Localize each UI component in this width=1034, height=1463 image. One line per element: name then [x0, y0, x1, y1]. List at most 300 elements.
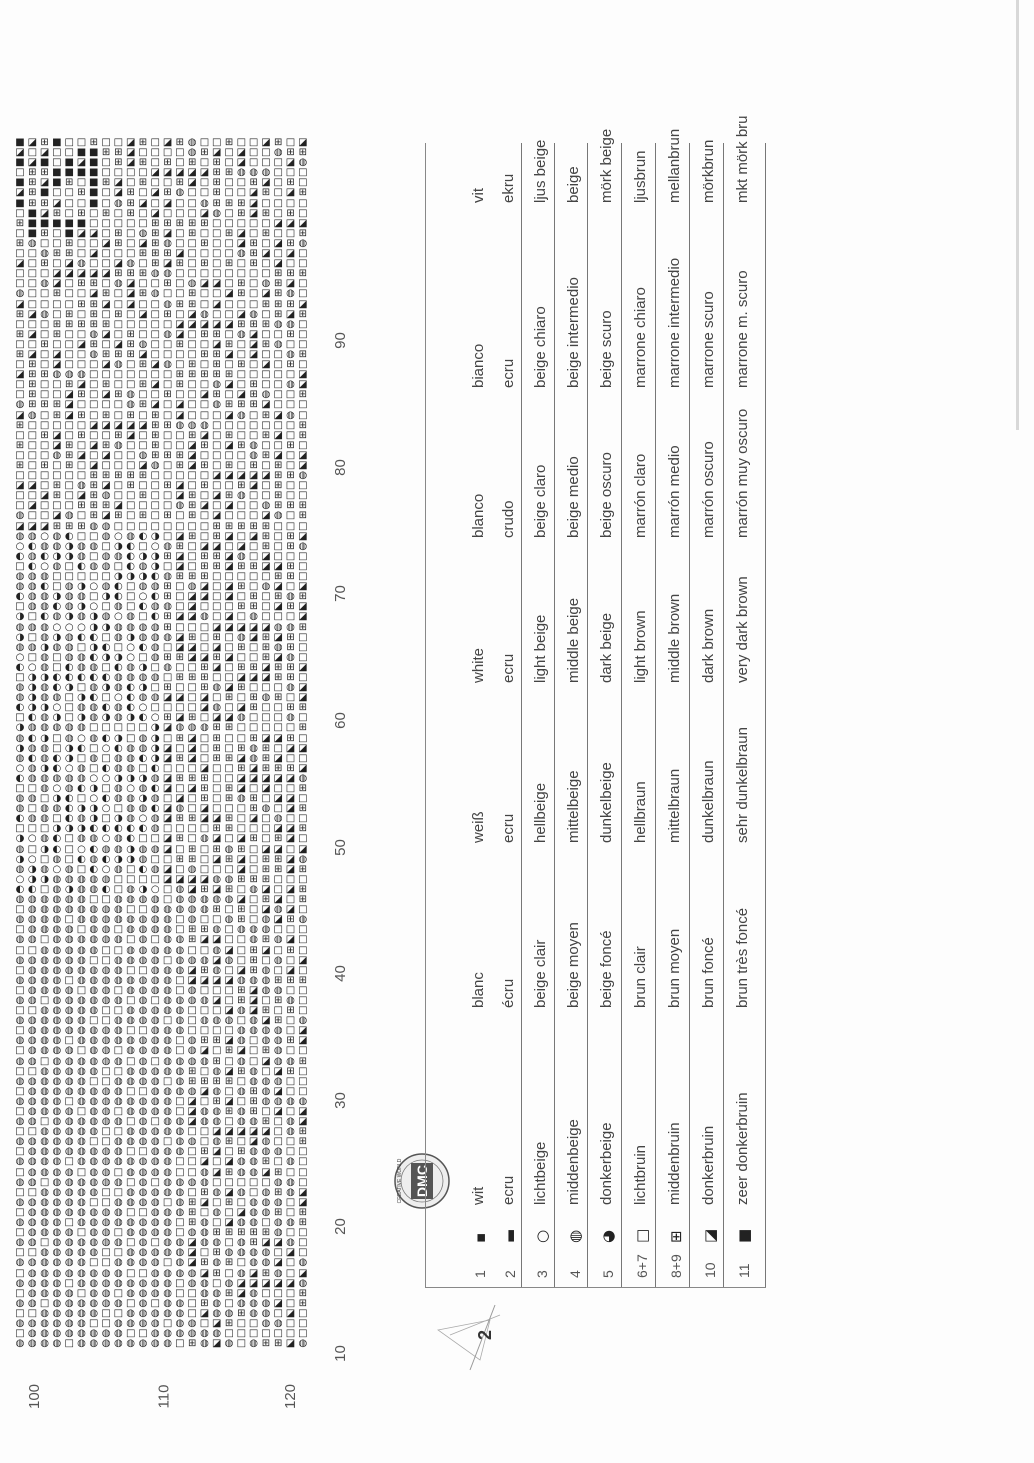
stitch-cell: ◍ [40, 1318, 49, 1329]
stitch-cell: □ [224, 804, 234, 815]
stitch-cell: ◐ [138, 824, 148, 835]
legend-de-label: sehr dunkelbraun [734, 727, 751, 843]
stitch-cell: ⊞ [163, 279, 172, 290]
stitch-cell: □ [236, 461, 247, 471]
stitch-cell: □ [39, 450, 50, 461]
stitch-cell: ◍ [64, 1056, 74, 1067]
stitch-cell: ◍ [150, 1137, 160, 1148]
stitch-cell: ◪ [236, 1278, 247, 1289]
stitch-cell: ◍ [27, 1177, 37, 1188]
stitch-cell: ◍ [126, 1228, 136, 1239]
stitch-cell: □ [27, 269, 38, 280]
stitch-cell: □ [113, 1308, 124, 1319]
stitch-cell: ⊞ [249, 804, 258, 815]
stitch-cell: □ [101, 188, 111, 199]
stitch-cell: □ [15, 1207, 25, 1218]
stitch-cell: □ [285, 1329, 296, 1340]
stitch-cell: □ [285, 370, 296, 381]
stitch-cell: ◍ [273, 511, 283, 522]
stitch-cell: □ [162, 370, 173, 381]
stitch-cell: □ [261, 218, 271, 229]
stitch-cell: ◍ [163, 269, 172, 280]
stitch-cell: □ [76, 683, 87, 694]
legend-en-label: light beige [532, 614, 549, 683]
stitch-cell: ○ [52, 703, 62, 714]
stitch-cell: ◪ [261, 551, 271, 562]
stitch-cell: □ [199, 602, 210, 613]
stitch-cell: ◍ [64, 632, 74, 643]
stitch-cell: ⊞ [77, 501, 86, 512]
stitch-cell: ◪ [187, 1096, 197, 1107]
stitch-cell: ⊞ [274, 501, 283, 512]
stitch-cell: □ [187, 1147, 197, 1158]
stitch-cell: □ [150, 491, 160, 502]
stitch-cell: ◍ [212, 1016, 222, 1027]
stitch-cell: □ [236, 531, 247, 542]
stitch-cell: □ [236, 945, 247, 956]
stitch-cell: ◍ [249, 1167, 258, 1178]
stitch-cell: □ [175, 208, 185, 219]
stitch-cell: ◍ [150, 965, 160, 976]
stitch-cell: ◍ [286, 1117, 295, 1128]
stitch-cell: □ [125, 905, 136, 916]
stitch-cell: □ [113, 723, 124, 734]
stitch-cell: ◍ [52, 955, 62, 966]
stitch-cell: ⊞ [237, 208, 246, 219]
stitch-cell: ◪ [162, 259, 173, 270]
stitch-cell: ◍ [89, 1036, 99, 1047]
stitch-cell: ◑ [150, 723, 160, 734]
stitch-cell: ◍ [200, 995, 209, 1006]
stitch-cell: □ [187, 249, 197, 260]
stitch-cell: ◍ [77, 874, 86, 885]
stitch-cell: ⊞ [138, 289, 148, 300]
stitch-cell: ◪ [236, 895, 247, 906]
stitch-cell: ◪ [298, 683, 308, 694]
stitch-cell: ◍ [249, 935, 258, 946]
stitch-cell: □ [175, 440, 185, 451]
stitch-cell: ◍ [77, 955, 86, 966]
stitch-cell: □ [15, 602, 25, 613]
stitch-cell: □ [298, 652, 308, 663]
stitch-cell: ◪ [15, 481, 25, 492]
stitch-cell: □ [39, 299, 50, 310]
stitch-cell: ⊞ [200, 784, 209, 794]
stitch-cell: □ [162, 289, 173, 300]
stitch-cell: ◪ [15, 410, 25, 421]
stitch-cell: ◍ [77, 1197, 86, 1208]
stitch-cell: ⊞ [298, 148, 308, 159]
stitch-cell: ◪ [199, 430, 210, 441]
stitch-cell: ⊞ [249, 380, 258, 391]
stitch-cell: ◐ [126, 834, 136, 845]
stitch-cell: ◍ [89, 1066, 99, 1077]
stitch-cell: ◍ [138, 995, 148, 1006]
stitch-cell: □ [138, 410, 148, 421]
stitch-cell: ⊞ [212, 561, 221, 572]
stitch-cell: □ [298, 753, 308, 764]
legend-symbol: ⊞ [667, 1230, 685, 1243]
stitch-cell: ◍ [114, 1157, 123, 1168]
stitch-cell: ◪ [89, 461, 99, 471]
stitch-cell: ⊞ [286, 662, 295, 673]
stitch-cell: ◪ [248, 339, 259, 350]
stitch-cell: □ [89, 572, 99, 583]
stitch-cell: ⊞ [126, 188, 135, 199]
stitch-cell: ◑ [77, 602, 86, 613]
stitch-cell: ◪ [76, 450, 87, 461]
stitch-cell: ◪ [125, 148, 136, 159]
stitch-cell: □ [27, 299, 38, 310]
stitch-cell: ◪ [138, 198, 148, 209]
stitch-cell: □ [125, 501, 136, 512]
stitch-cell: ⊞ [237, 642, 246, 653]
stitch-cell: ◪ [298, 299, 308, 310]
stitch-cell: ◍ [236, 168, 246, 179]
stitch-cell: ◍ [150, 1026, 160, 1037]
stitch-cell: ◍ [187, 279, 197, 290]
stitch-cell: □ [175, 784, 185, 794]
stitch-cell: □ [261, 491, 271, 502]
stitch-cell: ◍ [187, 138, 197, 148]
stitch-cell: ◍ [126, 612, 136, 623]
stitch-cell: □ [113, 329, 124, 340]
stitch-cell: ◍ [52, 1288, 62, 1299]
stitch-cell: ◐ [114, 743, 123, 754]
stitch-cell: □ [101, 1076, 111, 1087]
legend-divider [765, 143, 766, 1287]
stitch-cell: ◍ [187, 1318, 197, 1329]
stitch-cell: □ [162, 703, 173, 714]
stitch-cell: ◍ [187, 995, 197, 1006]
stitch-cell: ◑ [126, 844, 136, 855]
stitch-cell: □ [113, 804, 124, 815]
stitch-cell: ⊞ [249, 834, 258, 845]
stitch-cell: ⊞ [261, 642, 271, 653]
stitch-cell: ◍ [150, 1228, 160, 1239]
legend-es-label: marrón claro [632, 453, 649, 538]
stitch-cell: ◍ [89, 1187, 99, 1198]
stitch-cell: ◍ [126, 753, 136, 764]
stitch-cell: □ [89, 360, 99, 371]
stitch-cell: ⊞ [237, 1066, 246, 1077]
stitch-cell: ◍ [138, 339, 148, 350]
stitch-cell: □ [162, 1137, 173, 1148]
stitch-cell: □ [27, 824, 38, 835]
stitch-cell: ◪ [101, 329, 111, 340]
stitch-cell: □ [212, 794, 222, 805]
stitch-cell: ◪ [298, 955, 308, 966]
stitch-cell: ◍ [261, 279, 271, 290]
stitch-cell: ◐ [15, 662, 25, 673]
stitch-cell: ⊞ [237, 198, 246, 209]
stitch-cell: □ [39, 238, 50, 249]
stitch-cell: □ [285, 784, 296, 794]
stitch-cell: □ [224, 481, 234, 492]
stitch-cell: ◪ [89, 249, 99, 260]
stitch-cell: □ [273, 884, 283, 895]
stitch-cell: □ [199, 642, 210, 653]
stitch-cell: ◍ [114, 1258, 123, 1269]
stitch-cell: ⊞ [298, 723, 308, 734]
stitch-cell: ◪ [261, 360, 271, 371]
stitch-cell: ◍ [114, 1278, 123, 1289]
stitch-cell: ◍ [40, 1258, 49, 1269]
stitch-cell: ◍ [89, 1298, 99, 1309]
stitch-cell: ◍ [138, 1066, 148, 1077]
stitch-cell: □ [113, 1127, 124, 1138]
stitch-cell: ◍ [52, 975, 62, 986]
stitch-cell: ◪ [113, 178, 124, 189]
stitch-cell: □ [175, 1036, 185, 1047]
stitch-cell: ⊞ [200, 662, 209, 673]
stitch-cell: ◪ [236, 672, 247, 683]
stitch-cell: ◍ [261, 975, 271, 986]
stitch-cell: □ [101, 541, 111, 552]
stitch-cell: ◍ [163, 1228, 172, 1239]
stitch-cell: ○ [15, 541, 25, 552]
stitch-cell: ◍ [101, 1339, 111, 1350]
stitch-cell: ⊞ [237, 481, 246, 492]
stitch-cell: □ [236, 349, 247, 360]
legend-number: 8+9 [668, 1254, 684, 1278]
stitch-cell: □ [248, 420, 259, 431]
stitch-cell: □ [187, 1167, 197, 1178]
stitch-cell: ⊞ [224, 461, 234, 471]
stitch-cell: ⊞ [114, 228, 123, 239]
stitch-cell: ◍ [114, 632, 123, 643]
stitch-cell: ◐ [64, 531, 74, 542]
stitch-cell: ◍ [15, 895, 25, 906]
stitch-cell: ◪ [285, 188, 296, 199]
stitch-cell: ⊞ [89, 299, 98, 310]
stitch-cell: □ [101, 339, 111, 350]
stitch-cell: ⊞ [77, 430, 86, 441]
stitch-cell: □ [52, 814, 62, 825]
stitch-cell: ◍ [200, 1218, 209, 1229]
stitch-cell: ◪ [39, 521, 50, 532]
stitch-cell: □ [101, 753, 111, 764]
stitch-cell: □ [125, 370, 136, 381]
stitch-cell: ◍ [89, 1228, 99, 1239]
stitch-cell: □ [199, 1248, 210, 1259]
stitch-cell: ◍ [150, 773, 160, 784]
stitch-cell: □ [39, 501, 50, 512]
stitch-cell: □ [162, 1258, 173, 1269]
stitch-cell: □ [162, 895, 173, 906]
stitch-cell: ◍ [138, 1248, 148, 1259]
stitch-cell: ◍ [27, 1107, 37, 1117]
stitch-cell: □ [175, 743, 185, 754]
stitch-cell: □ [27, 319, 38, 330]
stitch-cell: ◪ [199, 693, 210, 704]
stitch-cell: ⊞ [187, 1066, 197, 1077]
stitch-cell: ◍ [114, 935, 123, 946]
stitch-cell: □ [64, 349, 74, 360]
stitch-cell: ◍ [101, 1288, 111, 1299]
stitch-cell: ◍ [138, 1318, 148, 1329]
stitch-cell: ⊞ [212, 632, 221, 643]
stitch-cell: ◍ [261, 693, 271, 704]
stitch-cell: □ [298, 440, 308, 451]
stitch-cell: □ [101, 662, 111, 673]
stitch-cell: ◪ [39, 178, 50, 189]
stitch-cell: ◍ [126, 1167, 136, 1178]
stitch-cell: ◍ [64, 965, 74, 976]
stitch-cell: ◍ [40, 1086, 49, 1097]
stitch-cell: □ [212, 915, 222, 926]
stitch-cell: ◍ [15, 1157, 25, 1168]
stitch-cell: ◪ [236, 238, 247, 249]
stitch-cell: ◪ [52, 440, 62, 451]
legend-symbol: □ [633, 1228, 651, 1243]
stitch-cell: ◍ [138, 1278, 148, 1289]
stitch-cell: ⊞ [224, 693, 234, 704]
stitch-cell: ⊞ [138, 178, 148, 189]
stitch-cell: ◍ [236, 1086, 246, 1097]
stitch-cell: ◪ [187, 733, 197, 744]
stitch-cell: □ [261, 349, 271, 360]
stitch-cell: ◍ [298, 854, 308, 865]
stitch-cell: ◍ [261, 985, 271, 996]
stitch-cell: ◍ [40, 915, 49, 926]
stitch-cell: ◍ [77, 895, 86, 906]
stitch-cell: □ [212, 259, 222, 270]
stitch-cell: □ [150, 339, 160, 350]
stitch-cell: □ [125, 228, 136, 239]
stitch-cell: ◪ [113, 339, 124, 350]
stitch-cell: ◍ [212, 895, 222, 906]
stitch-cell: ◑ [138, 884, 148, 895]
stitch-cell: ◍ [212, 703, 222, 714]
stitch-cell: ◍ [200, 309, 209, 320]
stitch-cell: ◪ [298, 1187, 308, 1198]
stitch-cell: ◪ [236, 773, 247, 784]
stitch-cell: □ [101, 430, 111, 441]
stitch-cell: ◍ [163, 1248, 172, 1259]
stitch-cell: ◪ [248, 995, 259, 1006]
stitch-cell: ⊞ [249, 178, 258, 189]
stitch-cell: ◍ [89, 349, 99, 360]
stitch-cell: ⊞ [77, 521, 86, 532]
stitch-cell: □ [224, 602, 234, 613]
stitch-cell: ◍ [77, 1329, 86, 1340]
stitch-cell: □ [113, 1248, 124, 1259]
stitch-cell: □ [212, 672, 222, 683]
stitch-cell: ◐ [77, 743, 86, 754]
stitch-cell: ◍ [40, 864, 49, 875]
legend-it-label: marrone scuro [700, 291, 717, 388]
stitch-cell: ◍ [114, 1298, 123, 1309]
stitch-cell: □ [162, 1076, 173, 1087]
stitch-cell: ◍ [89, 713, 99, 724]
stitch-cell: □ [248, 723, 259, 734]
stitch-cell: ○ [150, 713, 160, 724]
stitch-cell: □ [150, 935, 160, 946]
stitch-cell: ◍ [175, 1147, 185, 1158]
stitch-cell: ◍ [138, 743, 148, 754]
stitch-cell: ◪ [187, 884, 197, 895]
stitch-cell: ◍ [101, 561, 111, 572]
stitch-cell: □ [76, 329, 87, 340]
stitch-cell: ◍ [77, 1006, 86, 1017]
stitch-cell: □ [248, 148, 259, 159]
stitch-cell: ⊞ [261, 1006, 271, 1017]
stitch-cell: ⊞ [224, 400, 234, 411]
stitch-cell: ◍ [126, 945, 136, 956]
stitch-cell: ⊞ [151, 259, 160, 270]
stitch-cell: ◍ [40, 814, 49, 825]
stitch-cell: □ [187, 349, 197, 360]
stitch-cell: □ [298, 521, 308, 532]
stitch-cell: □ [64, 420, 74, 431]
stitch-cell: ◍ [114, 1329, 123, 1340]
stitch-cell: ◍ [40, 622, 49, 633]
stitch-cell: ◪ [64, 269, 74, 280]
stitch-cell: ◍ [101, 905, 111, 916]
stitch-cell: □ [212, 763, 222, 774]
stitch-cell: ◍ [163, 632, 172, 643]
stitch-cell: ◑ [77, 582, 86, 593]
stitch-cell: ◪ [52, 511, 62, 522]
stitch-cell: ⊞ [212, 905, 221, 916]
stitch-cell: □ [298, 410, 308, 421]
stitch-cell: ◪ [187, 753, 197, 764]
stitch-cell: ◍ [101, 935, 111, 946]
stitch-cell: ◍ [52, 773, 62, 784]
stitch-cell: ⊞ [187, 713, 197, 724]
stitch-cell: ◍ [200, 1016, 209, 1027]
stitch-cell: ◪ [273, 915, 283, 926]
stitch-cell: ◍ [101, 551, 111, 562]
stitch-cell: ◪ [236, 854, 247, 865]
stitch-cell: □ [187, 662, 197, 673]
stitch-cell: □ [138, 723, 148, 734]
stitch-cell: ◐ [138, 753, 148, 764]
stitch-cell: □ [298, 925, 308, 936]
stitch-cell: ⊞ [64, 178, 74, 189]
stitch-cell: ⊞ [261, 935, 271, 946]
stitch-cell: ⊞ [77, 319, 86, 330]
stitch-cell: ◍ [89, 884, 99, 895]
stitch-cell: □ [113, 561, 124, 572]
stitch-cell: ⊞ [40, 370, 49, 381]
stitch-cell: ◍ [126, 1016, 136, 1027]
stitch-cell: ◪ [261, 400, 271, 411]
stitch-cell: □ [212, 269, 222, 280]
legend-en-label: white [470, 647, 487, 683]
stitch-cell: ⊞ [237, 521, 246, 532]
stitch-cell: ⊞ [28, 390, 37, 401]
stitch-cell: ■ [39, 188, 50, 199]
stitch-cell: ◍ [150, 269, 160, 280]
stitch-cell: ◍ [15, 975, 25, 986]
stitch-cell: □ [273, 178, 283, 189]
stitch-cell: ⊞ [249, 592, 258, 603]
stitch-cell: ◑ [64, 541, 74, 552]
stitch-cell: □ [175, 683, 185, 694]
stitch-cell: ◍ [138, 915, 148, 926]
stitch-cell: ⊞ [114, 269, 123, 280]
stitch-cell: ◍ [212, 1137, 222, 1148]
stitch-cell: ⊞ [261, 874, 271, 885]
stitch-cell: ⊞ [237, 662, 246, 673]
stitch-cell: ⊞ [187, 672, 197, 683]
stitch-cell: ◍ [163, 1308, 172, 1319]
stitch-cell: ◍ [77, 773, 86, 784]
stitch-cell: ◍ [64, 1117, 74, 1128]
legend-de-label: mittelbraun [666, 768, 683, 843]
